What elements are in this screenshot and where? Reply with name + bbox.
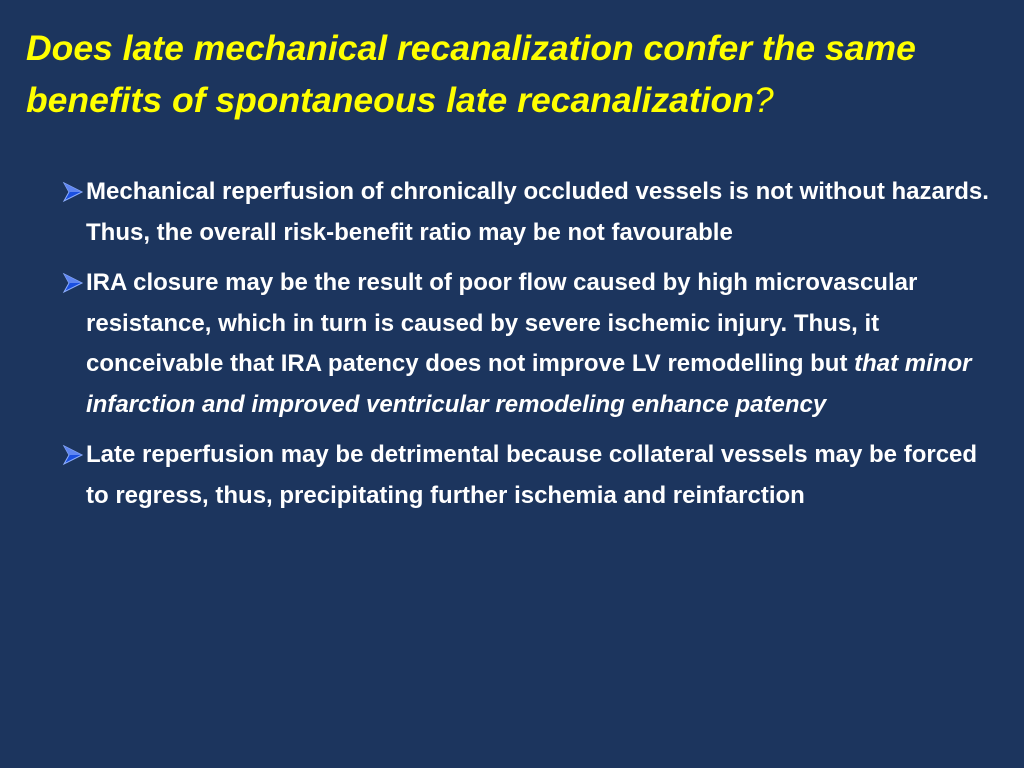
- arrow-bullet-icon: [62, 272, 84, 294]
- bullet-text: Mechanical reperfusion of chronically occluded vessels is not without hazards. Thus, the overall risk-benefit ratio may be not favourable: [86, 178, 989, 246]
- title-question-mark: ?: [753, 80, 774, 120]
- arrow-bullet-icon: [62, 181, 84, 203]
- title-text: Does late mechanical recanalization confer the same benefits of spontaneous late recanalization: [26, 28, 916, 120]
- bullet-item-1: [62, 172, 1002, 253]
- bullet-emphasis: that minor infarction and improved ventricular remodeling enhance patency: [86, 350, 972, 418]
- arrow-bullet-icon: [62, 444, 84, 466]
- bullet-text: Late reperfusion may be detrimental because collateral vessels may be forced to regress, thus, precipitating further ischemia and reinfarction: [86, 441, 978, 509]
- bullet-list: [62, 172, 1002, 516]
- slide-title: [26, 22, 1006, 126]
- bullet-text: IRA closure may be the result of poor flow caused by high microvascular resistance, which in turn is caused by severe ischemic injury. Thus, it conceivable that IRA patency does not improve LV remodelling but: [86, 269, 918, 377]
- bullet-item-3: [62, 435, 1002, 516]
- bullet-item-2: [62, 263, 1002, 425]
